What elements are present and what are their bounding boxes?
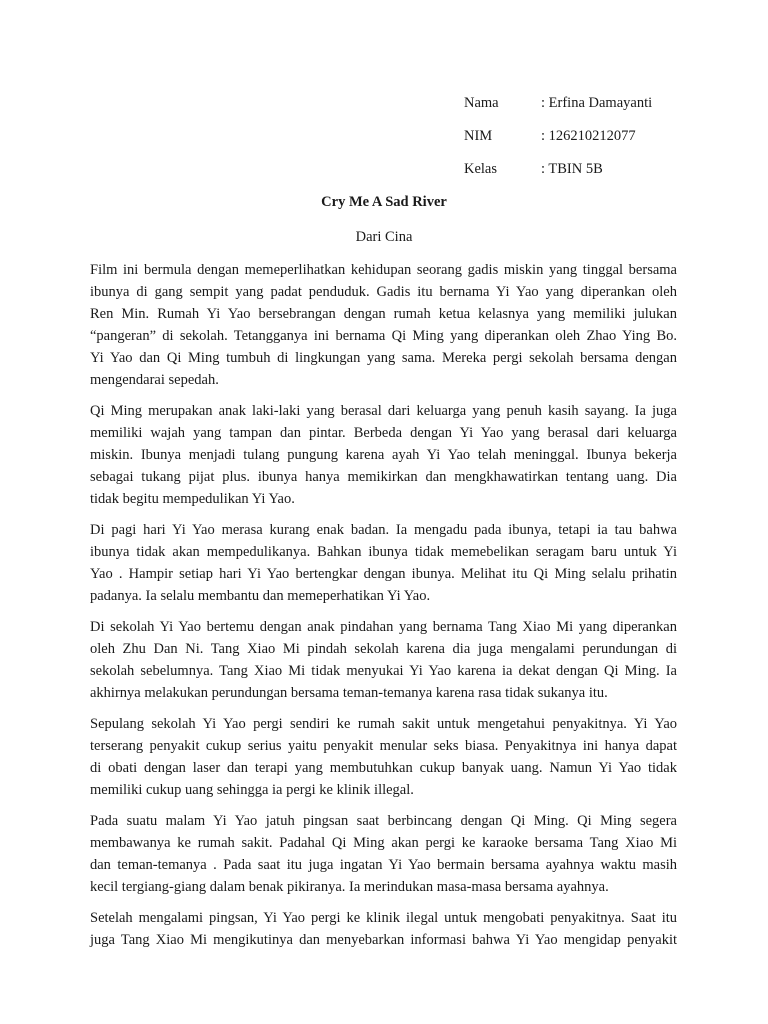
text-line: memiliki cukup uang sehingga ia pergi ke klinik illegal. <box>90 782 414 798</box>
text-line: Di pagi hari Yi Yao merasa kurang enak badan. Ia mengadu pada ibunya, tetapi ia tau bahwa <box>90 522 677 538</box>
text-line: Yao . Hampir setiap hari Yi Yao bertengkar dengan ibunya. Melihat itu Qi Ming selalu prihatin <box>90 566 677 582</box>
text-line: sebagai tukang pijat plus. ibunya hanya memikirkan dan mengkhawatirkan tentang uang. Dia <box>90 469 677 485</box>
text-line: Sepulang sekolah Yi Yao pergi sendiri ke rumah sakit untuk mengetahui penyakitnya. Yi Yao <box>90 716 677 732</box>
text-line: Setelah mengalami pingsan, Yi Yao pergi ke klinik ilegal untuk mengobati penyakitnya. Saat itu <box>90 910 677 926</box>
text-line: miskin. Ibunya menjadi tulang pungung karena ayah Yi Yao telah meninggal. Ibunya bekerja <box>90 447 677 463</box>
text-line: membawanya ke rumah sakit. Padahal Qi Ming akan pergi ke karaoke bersama Tang Xiao Mi <box>90 835 677 851</box>
text-line: memiliki wajah yang tampan dan pintar. Berbeda dengan Yi Yao yang berasal dari keluarga <box>90 425 677 441</box>
text-line: tidak begitu mempedulikan Yi Yao. <box>90 491 295 507</box>
text-line: dan teman-temanya . Pada saat itu juga ingatan Yi Yao bermain bersama ayahnya waktu masih <box>90 857 677 873</box>
info-value: : Erfina Damayanti <box>541 95 653 111</box>
text-line: Qi Ming merupakan anak laki-laki yang berasal dari keluarga yang penuh kasih sayang. Ia juga <box>90 403 677 419</box>
info-value: : 126210212077 <box>541 128 636 144</box>
paragraph-7 <box>90 907 677 951</box>
text-line: ibunya di gang sempit yang padat penduduk. Gadis itu bernama Yi Yao yang diperankan oleh <box>90 284 677 300</box>
body-text <box>90 259 677 960</box>
text-line: ibunya tidak akan mempedulikanya. Bahkan ibunya tidak memebelikan seragam baru untuk Yi <box>90 544 677 560</box>
text-line: juga Tang Xiao Mi mengikutinya dan menyebarkan informasi bahwa Yi Yao mengidap penyakit <box>90 932 677 948</box>
paragraph-1 <box>90 259 677 391</box>
paragraph-2 <box>90 400 677 510</box>
paragraph-6 <box>90 810 677 898</box>
document-title: Cry Me A Sad River <box>321 194 447 210</box>
text-line: kecil tergiang-giang dalam benak pikiranya. Ia merindukan masa-masa bersama ayahnya. <box>90 879 609 895</box>
paragraph-3 <box>90 519 677 607</box>
text-line: Film ini bermula dengan memeperlihatkan kehidupan seorang gadis miskin yang tinggal bersama <box>90 262 677 278</box>
text-line: “pangeran” di sekolah. Tetangganya ini bernama Qi Ming yang diperankan oleh Zhao Ying Bo. <box>90 328 677 344</box>
text-line: sekolah sebelumnya. Tang Xiao Mi tidak menyukai Yi Yao karena ia dekat dengan Qi Ming. Ia <box>90 663 677 679</box>
text-line: Yi Yao dan Qi Ming tumbuh di lingkungan yang sama. Mereka pergi sekolah bersama dengan <box>90 350 677 366</box>
text-line: Pada suatu malam Yi Yao jatuh pingsan saat berbincang dengan Qi Ming. Qi Ming segera <box>90 813 677 829</box>
info-label: NIM <box>464 128 493 144</box>
text-line: oleh Zhu Dan Ni. Tang Xiao Mi pindah sekolah karena dia juga mengalami perundungan di <box>90 641 677 657</box>
text-line: Di sekolah Yi Yao bertemu dengan anak pindahan yang bernama Tang Xiao Mi yang diperankan <box>90 619 677 635</box>
paragraph-4 <box>90 616 677 704</box>
text-line: padanya. Ia selalu membantu dan memeperhatikan Yi Yao. <box>90 588 431 604</box>
text-line: di obati dengan laser dan terapi yang membutuhkan cukup banyak uang. Namun Yi Yao tidak <box>90 760 677 776</box>
text-line: mengendarai sepedah. <box>90 372 219 388</box>
info-label: Nama <box>464 95 499 111</box>
student-info <box>464 92 652 191</box>
document-subtitle: Dari Cina <box>355 229 413 245</box>
info-label: Kelas <box>464 161 498 177</box>
info-row-name <box>464 92 652 125</box>
text-line: Ren Min. Rumah Yi Yao bersebrangan dengan rumah ketua kelasnya yang memiliki julukan <box>90 306 677 322</box>
info-value: : TBIN 5B <box>541 161 603 177</box>
info-row-class <box>464 158 652 191</box>
text-line: terserang penyakit cukup serius yaitu penyakit menular seks biasa. Penyakitnya ini hanya dapat <box>90 738 677 754</box>
text-line: akhirnya melakukan perundungan bersama teman-temanya karena rasa tidak sukanya itu. <box>90 685 608 701</box>
paragraph-5 <box>90 713 677 801</box>
info-row-nim <box>464 125 652 158</box>
